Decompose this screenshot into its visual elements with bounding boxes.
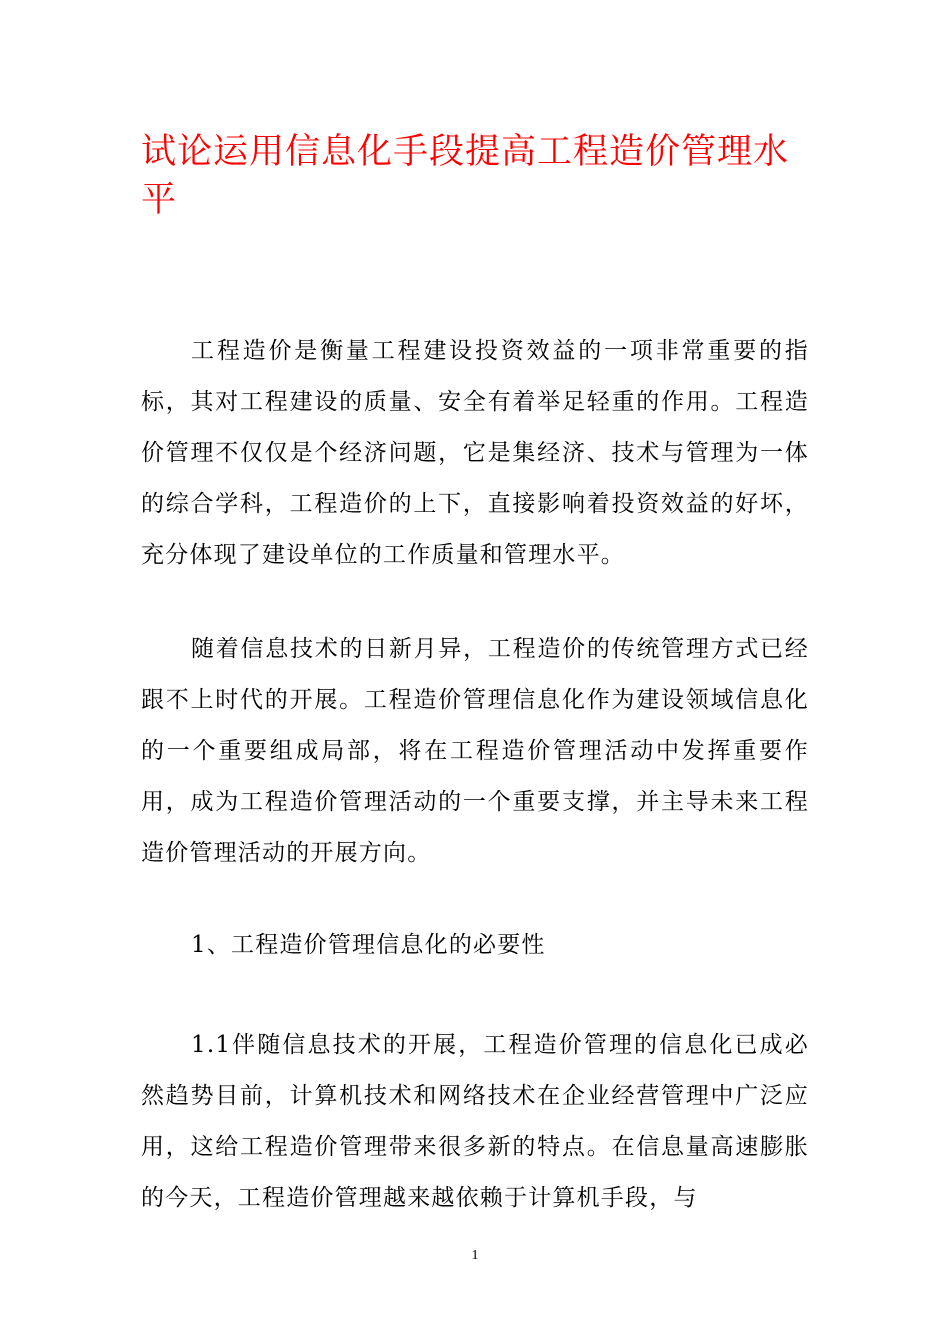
paragraph-intro: 工程造价是衡量工程建设投资效益的一项非常重要的指标，其对工程建设的质量、安全有着举足轻重的作用。工程造价管理不仅仅是个经济问题，它是集经济、技术与管理为一体的综合学科，工程造价的上下，直接影响着投资效益的好坏，充分体现了建设单位的工作质量和管理水平。	[141, 338, 809, 568]
section-heading-necessity: 1、工程造价管理信息化的必要性	[191, 932, 546, 958]
page-number: 1	[471, 1248, 479, 1263]
paragraph-background: 随着信息技术的日新月异，工程造价的传统管理方式已经跟不上时代的开展。工程造价管理信息化作为建设领域信息化的一个重要组成局部，将在工程造价管理活动中发挥重要作用，成为工程造价管理活动的一个重要支撑，并主导未来工程造价管理活动的开展方向。	[141, 636, 809, 866]
paragraph-section-1-1: 1.1伴随信息技术的开展，工程造价管理的信息化已成必然趋势目前，计算机技术和网络技术在企业经营管理中广泛应用，这给工程造价管理带来很多新的特点。在信息量高速膨胀的今天，工程造价管理越来越依赖于计算机手段，与	[141, 1032, 809, 1211]
document-title: 试论运用信息化手段提高工程造价管理水平	[141, 132, 790, 220]
